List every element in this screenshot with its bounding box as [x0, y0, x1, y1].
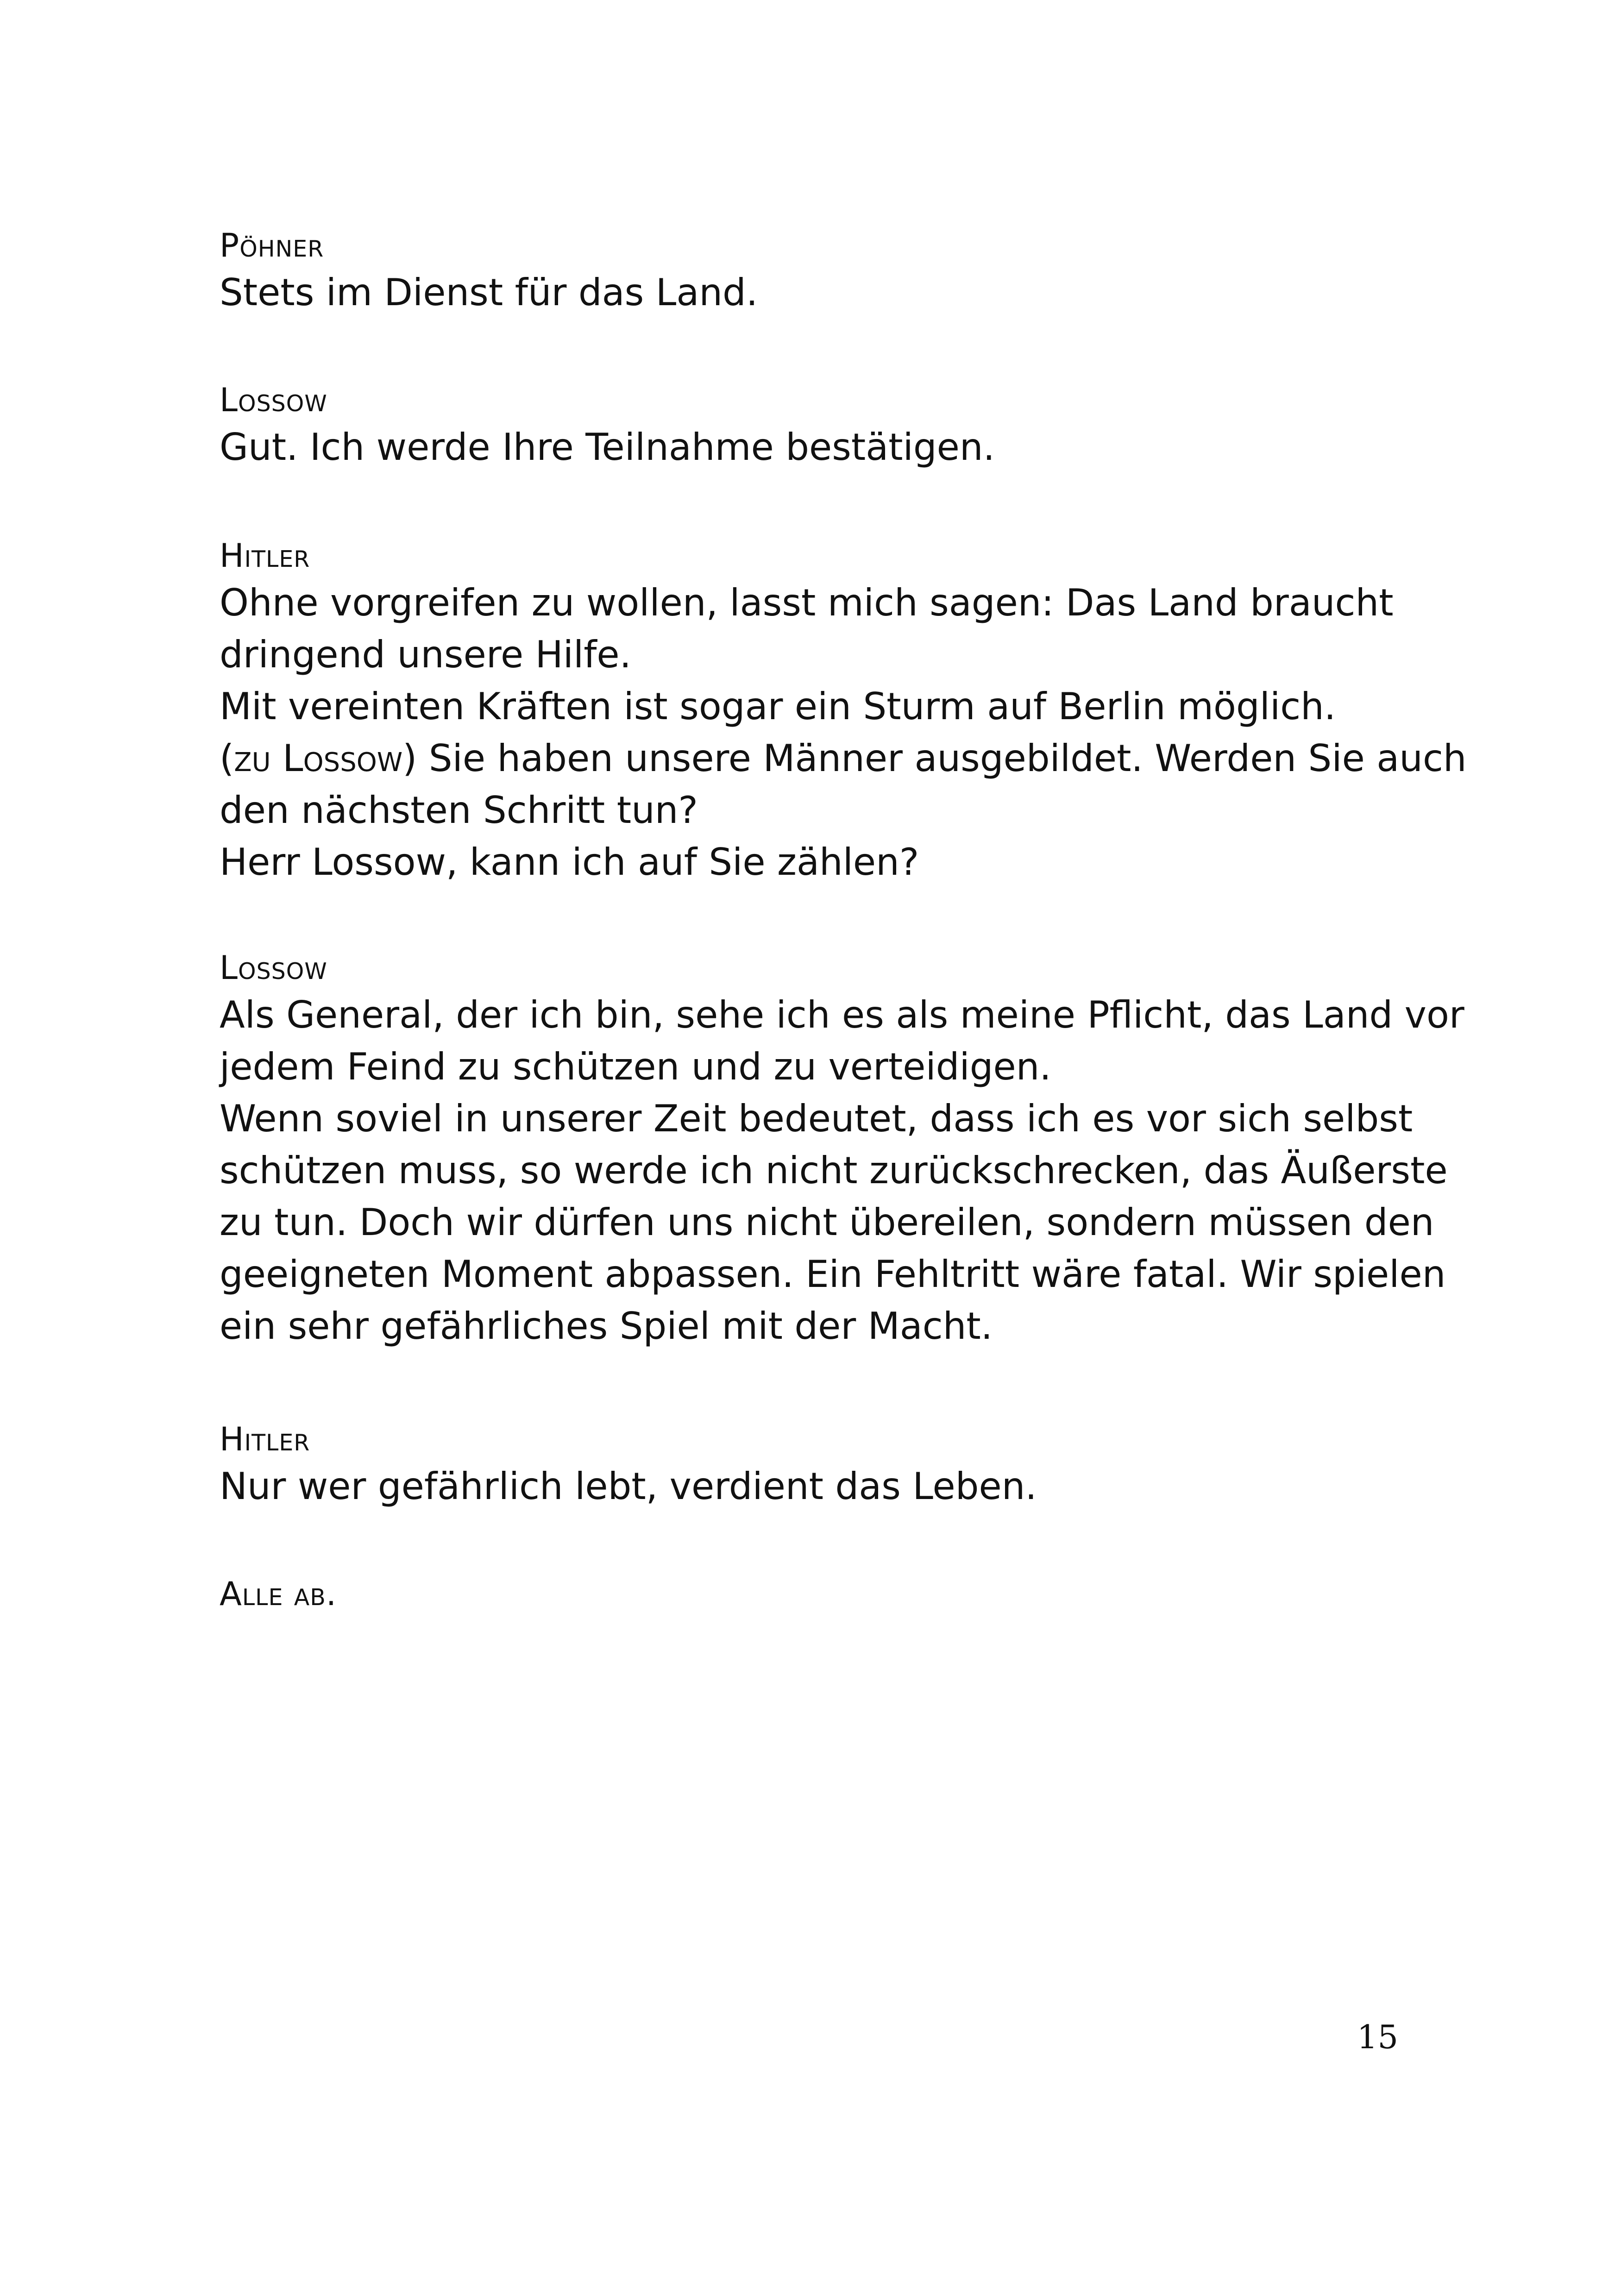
dialogue-block-hitler-1	[220, 534, 1467, 888]
dialogue-block-poehner	[220, 224, 1442, 319]
dialogue-line: Gut. Ich werde Ihre Teilnahme bestätigen.	[220, 426, 995, 469]
dialogue-block-lossow-1	[220, 379, 1442, 473]
dialogue-line: geeigneten Moment abpassen. Ein Fehltritt wäre fatal. Wir spielen	[220, 1253, 1446, 1296]
stage-direction: (zu Lossow)	[220, 737, 417, 780]
dialogue-line: Als General, der ich bin, sehe ich es als meine Pflicht, das Land vor	[220, 993, 1464, 1036]
dialogue-line: dringend unsere Hilfe.	[220, 633, 632, 676]
dialogue-line: schützen muss, so werde ich nicht zurückschrecken, das Äußerste	[220, 1149, 1448, 1192]
dialogue-line: jedem Feind zu schützen und zu verteidigen.	[220, 1045, 1051, 1088]
dialogue-line: Herr Lossow, kann ich auf Sie zählen?	[220, 841, 919, 884]
dialogue-line: Mit vereinten Kräften ist sogar ein Sturm auf Berlin möglich.	[220, 685, 1336, 728]
dialogue-line: ein sehr gefährliches Spiel mit der Macht.	[220, 1305, 993, 1348]
exit-stage-direction: Alle ab.	[220, 1575, 337, 1613]
dialogue-line: Stets im Dienst für das Land.	[220, 271, 758, 314]
dialogue-line: Wenn soviel in unserer Zeit bedeutet, dass ich es vor sich selbst	[220, 1097, 1413, 1140]
speaker-name: Lossow	[220, 949, 327, 987]
dialogue-block-lossow-2	[220, 947, 1464, 1352]
dialogue-line-with-direction	[220, 733, 1467, 784]
speaker-name: Pöhner	[220, 226, 324, 264]
page-number: 15	[1357, 2018, 1399, 2056]
dialogue-line: den nächsten Schritt tun?	[220, 789, 698, 832]
speaker-name: Hitler	[220, 537, 310, 575]
dialogue-line: Nur wer gefährlich lebt, verdient das Leben.	[220, 1465, 1037, 1508]
speaker-name: Lossow	[220, 381, 327, 419]
dialogue-line: zu tun. Doch wir dürfen uns nicht übereilen, sondern müssen den	[220, 1201, 1434, 1244]
speaker-name: Hitler	[220, 1420, 310, 1458]
exit-direction-block	[220, 1573, 1442, 1615]
dialogue-text: Sie haben unsere Männer ausgebildet. Werden Sie auch	[428, 737, 1467, 780]
dialogue-block-hitler-2	[220, 1418, 1442, 1512]
dialogue-line: Ohne vorgreifen zu wollen, lasst mich sagen: Das Land braucht	[220, 581, 1394, 624]
